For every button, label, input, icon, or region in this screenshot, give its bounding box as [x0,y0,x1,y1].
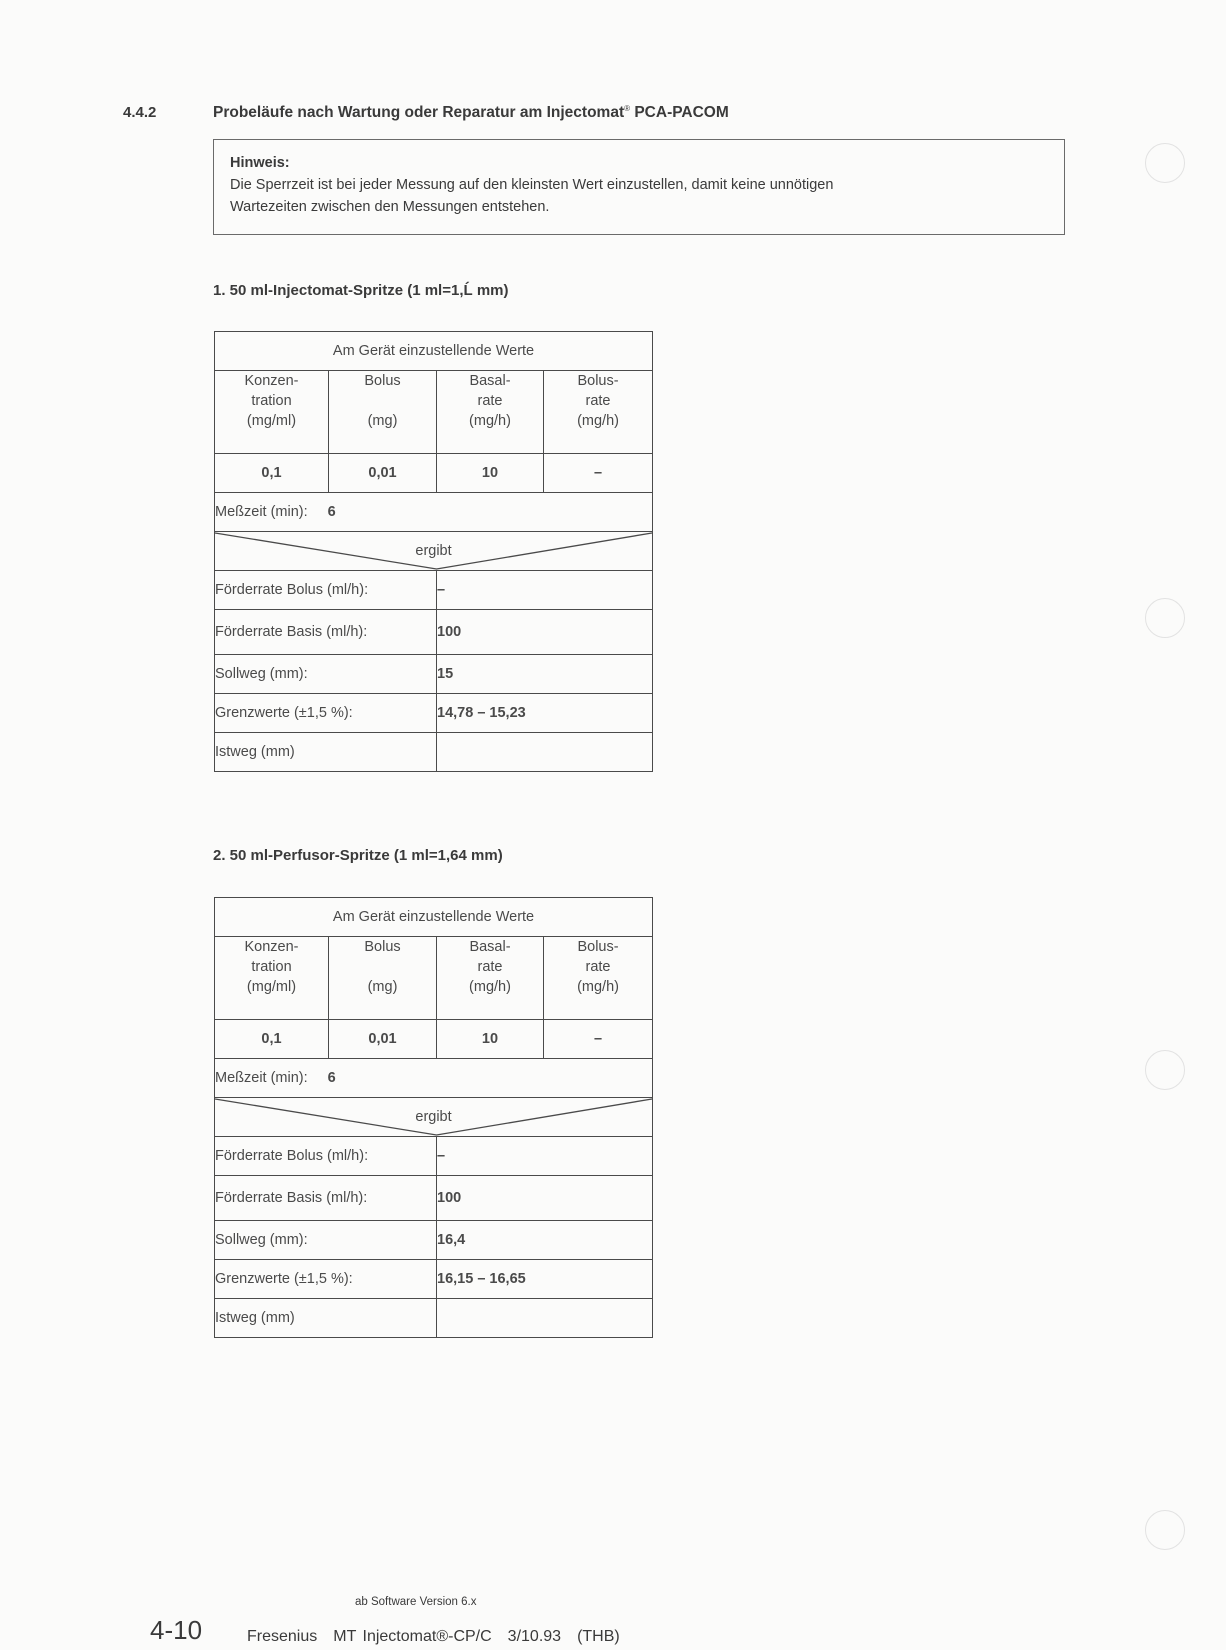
col-bolusrate-header: Bolus- rate (mg/h) [544,937,653,1020]
footer-date: 3/10.93 [507,1628,562,1645]
messzeit-row [215,1059,653,1098]
software-version: ab Software Version 6.x [355,1596,477,1608]
test-1-table [214,331,653,772]
col-bolus-header: Bolus (mg) [329,937,437,1020]
note-box [213,139,1065,235]
ergibt-row [215,532,653,571]
result-label: Förderrate Basis (ml/h): [215,1176,437,1221]
result-value: 15 [437,655,653,694]
test-2-table [214,897,653,1338]
result-label: Istweg (mm) [215,733,437,772]
messzeit-value: 6 [327,1070,336,1086]
ergibt-label: ergibt [415,543,452,559]
result-value [437,1299,653,1338]
section-number: 4.4.2 [123,104,157,121]
result-label: Sollweg (mm): [215,1221,437,1260]
test-2-title: 2. 50 ml-Perfusor-Spritze (1 ml=1,64 mm) [213,847,503,864]
ergibt-label: ergibt [415,1109,452,1125]
section-title-suffix: PCA-PACOM [630,104,729,122]
page-number: 4-10 [150,1615,203,1645]
table-header: Am Gerät einzustellende Werte [215,332,653,371]
messzeit-row [215,493,653,532]
basalrate-value: 10 [437,1020,544,1059]
footer-author: (THB) [577,1628,620,1645]
result-value: 14,78 – 15,23 [437,694,653,733]
col-konzentration-header: Konzen- tration (mg/ml) [215,371,329,454]
basalrate-value: 10 [437,454,544,493]
col-konzentration-header: Konzen- tration (mg/ml) [215,937,329,1020]
section-title [213,104,729,122]
col-bolus-header: Bolus (mg) [329,371,437,454]
footer-line [247,1628,636,1646]
result-label: Förderrate Bolus (ml/h): [215,571,437,610]
messzeit-label: Meßzeit (min): [215,1070,308,1086]
col-basalrate-header: Basal- rate (mg/h) [437,937,544,1020]
footer-product: MT Injectomat®-CP/C [333,1628,492,1645]
table-header: Am Gerät einzustellende Werte [215,898,653,937]
registered-mark: ® [624,104,631,113]
test-1-title: 1. 50 ml-Injectomat-Spritze (1 ml=1,Ĺ mm) [213,282,509,299]
footer-company: Fresenius [247,1628,318,1645]
messzeit-value: 6 [327,504,336,520]
result-label: Grenzwerte (±1,5 %): [215,694,437,733]
bolusrate-value: – [544,1020,653,1059]
messzeit-label: Meßzeit (min): [215,504,308,520]
note-heading: Hinweis: [230,155,290,171]
result-value: 16,15 – 16,65 [437,1260,653,1299]
result-value [437,733,653,772]
ergibt-row [215,1098,653,1137]
result-label: Förderrate Bolus (ml/h): [215,1137,437,1176]
result-value: 16,4 [437,1221,653,1260]
result-label: Förderrate Basis (ml/h): [215,610,437,655]
result-label: Sollweg (mm): [215,655,437,694]
punch-hole [1145,598,1185,638]
bolus-value: 0,01 [329,454,437,493]
bolusrate-value: – [544,454,653,493]
note-line-1: Die Sperrzeit ist bei jeder Messung auf den kleinsten Wert einzustellen, damit keine unnötigen [230,177,834,193]
result-label: Istweg (mm) [215,1299,437,1338]
punch-hole [1145,143,1185,183]
result-value: – [437,571,653,610]
result-value: – [437,1137,653,1176]
section-title-text: Probeläufe nach Wartung oder Reparatur am Injectomat [213,104,625,122]
result-value: 100 [437,610,653,655]
result-value: 100 [437,1176,653,1221]
note-line-2: Wartezeiten zwischen den Messungen entstehen. [230,199,550,215]
punch-hole [1145,1050,1185,1090]
result-label: Grenzwerte (±1,5 %): [215,1260,437,1299]
col-basalrate-header: Basal- rate (mg/h) [437,371,544,454]
bolus-value: 0,01 [329,1020,437,1059]
col-bolusrate-header: Bolus- rate (mg/h) [544,371,653,454]
konzentration-value: 0,1 [215,454,329,493]
konzentration-value: 0,1 [215,1020,329,1059]
punch-hole [1145,1510,1185,1550]
